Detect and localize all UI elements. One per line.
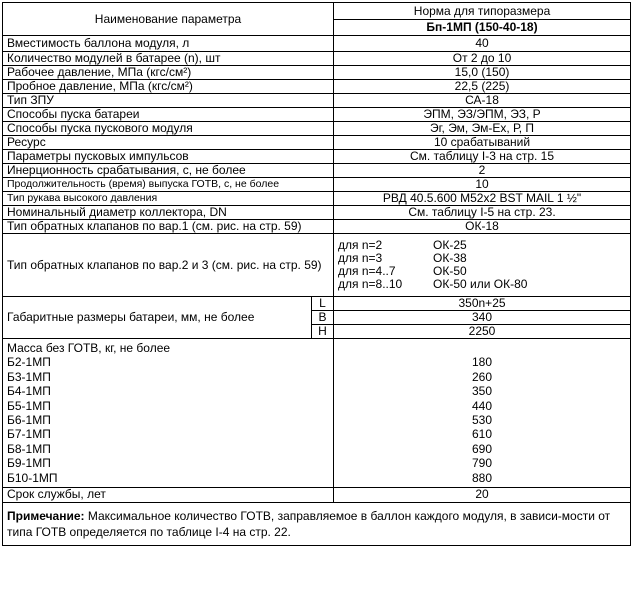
table-row [3, 178, 631, 192]
mass-item-value: 690 [472, 441, 493, 456]
param-cell: Количество модулей в батарее (n), шт [3, 52, 334, 66]
mass-item-value: 880 [472, 470, 493, 485]
table-row [3, 192, 631, 206]
value-cell: 22,5 (225) [334, 80, 631, 94]
mass-item-value: 180 [472, 355, 493, 370]
valve-condition: для n=4..7 [338, 264, 396, 278]
value-cell: См. таблицу I-5 на стр. 23. [334, 206, 631, 220]
valves-var23-row [3, 234, 631, 297]
param-cell: Срок службы, лет [3, 487, 334, 502]
mass-names-cell [3, 339, 334, 488]
mass-item-name: Б4-1МП [7, 384, 51, 399]
param-cell: Тип обратных клапанов по вар.2 и 3 (см. рис. на стр. 59) [3, 234, 334, 297]
param-column-header: Наименование параметра [3, 3, 334, 36]
value-cell: ЭПМ, ЭЗ/ЭПМ, ЭЗ, Р [334, 108, 631, 122]
mass-item-value: 530 [472, 412, 493, 427]
mass-item-name: Б9-1МП [7, 456, 51, 471]
param-cell: Тип обратных клапанов по вар.1 (см. рис. на стр. 59) [3, 220, 334, 234]
param-cell: Тип рукава высокого давления [3, 192, 334, 206]
param-cell: Инерционность срабатывания, с, не более [3, 164, 334, 178]
table-row [3, 52, 631, 66]
table-row [3, 66, 631, 80]
param-cell: Номинальный диаметр коллектора, DN [3, 206, 334, 220]
mass-item-name: Б3-1МП [7, 369, 51, 384]
norm-column-title: Норма для типоразмера [334, 4, 630, 20]
table-row [3, 36, 631, 52]
param-cell: Параметры пусковых импульсов [3, 150, 334, 164]
valve-type: ОК-50 или ОК-80 [433, 277, 528, 291]
value-cell: 20 [334, 487, 631, 502]
value-cell: 10 [334, 178, 631, 192]
value-cell: 2 [334, 164, 631, 178]
value-cell: СА-18 [334, 94, 631, 108]
note-label: Примечание: [7, 508, 85, 523]
dimensions-row [3, 297, 631, 311]
mass-item-value: 790 [472, 456, 493, 471]
mass-values-cell [334, 339, 631, 488]
value-cell: 15,0 (150) [334, 66, 631, 80]
parameters-table [2, 2, 631, 546]
valve-condition: для n=3 [338, 251, 383, 265]
table-row [3, 80, 631, 94]
param-cell: Способы пуска пускового модуля [3, 122, 334, 136]
mass-item-name: Б7-1МП [7, 427, 51, 442]
note-row [3, 502, 631, 545]
param-cell: Габаритные размеры батареи, мм, не более [3, 297, 312, 339]
value-cell: 10 срабатываний [334, 136, 631, 150]
table-row [3, 487, 631, 502]
param-cell: Пробное давление, МПа (кгс/см²) [3, 80, 334, 94]
mass-item-name: Б6-1МП [7, 412, 51, 427]
mass-item-name: Б5-1МП [7, 398, 51, 413]
mass-item-value: 440 [472, 398, 493, 413]
table-row [3, 150, 631, 164]
mass-item-value: 350 [472, 384, 493, 399]
mass-title: Масса без ГОТВ, кг, не более [7, 341, 171, 355]
table-row [3, 164, 631, 178]
param-cell: Способы пуска батареи [3, 108, 334, 122]
mass-item-value: 610 [472, 427, 493, 442]
valve-type: ОК-50 [433, 264, 467, 278]
param-cell: Ресурс [3, 136, 334, 150]
value-cell: Эг, Эм, Эм-Ех, Р, П [334, 122, 631, 136]
valve-option [338, 278, 626, 291]
mass-item-value: 260 [472, 369, 493, 384]
value-cell: От 2 до 10 [334, 52, 631, 66]
param-cell: Тип ЗПУ [3, 94, 334, 108]
param-cell: Рабочее давление, МПа (кгс/см²) [3, 66, 334, 80]
dimension-axis: H [312, 325, 334, 339]
dimension-axis: L [312, 297, 334, 311]
table-row [3, 220, 631, 234]
value-cell: РВД 40.5.600 М52х2 BST MAIL 1 ½" [334, 192, 631, 206]
table-row [3, 136, 631, 150]
param-cell: Вместимость баллона модуля, л [3, 36, 334, 52]
valve-options-cell [334, 234, 631, 297]
param-cell: Продолжительность (время) выпуска ГОТВ, с, не более [3, 178, 334, 192]
dimension-value: 2250 [334, 325, 631, 339]
valve-type: ОК-25 [433, 238, 467, 252]
mass-item-name: Б8-1МП [7, 441, 51, 456]
dimension-value: 350n+25 [334, 297, 631, 311]
value-cell: 40 [334, 36, 631, 52]
table-row [3, 94, 631, 108]
note-cell [3, 502, 631, 545]
table-header-row [3, 3, 631, 36]
table-row [3, 122, 631, 136]
mass-item-name: Б10-1МП [7, 470, 58, 485]
note-text: Максимальное количество ГОТВ, заправляемое в баллон каждого модуля, в зависи-мости от типа ГОТВ определяется по таблице I-4 на стр. 22. [7, 508, 611, 539]
valve-condition: для n=8..10 [338, 277, 403, 291]
value-cell: См. таблицу I-3 на стр. 15 [334, 150, 631, 164]
model-name: Бп-1МП (150-40-18) [426, 19, 538, 34]
mass-row [3, 339, 631, 488]
table-row [3, 108, 631, 122]
norm-column-header [334, 3, 631, 36]
mass-item-name: Б2-1МП [7, 355, 51, 370]
value-cell: ОК-18 [334, 220, 631, 234]
table-row [3, 206, 631, 220]
dimension-value: 340 [334, 311, 631, 325]
dimension-axis: B [312, 311, 334, 325]
valve-type: ОК-38 [433, 251, 467, 265]
valve-condition: для n=2 [338, 238, 383, 252]
